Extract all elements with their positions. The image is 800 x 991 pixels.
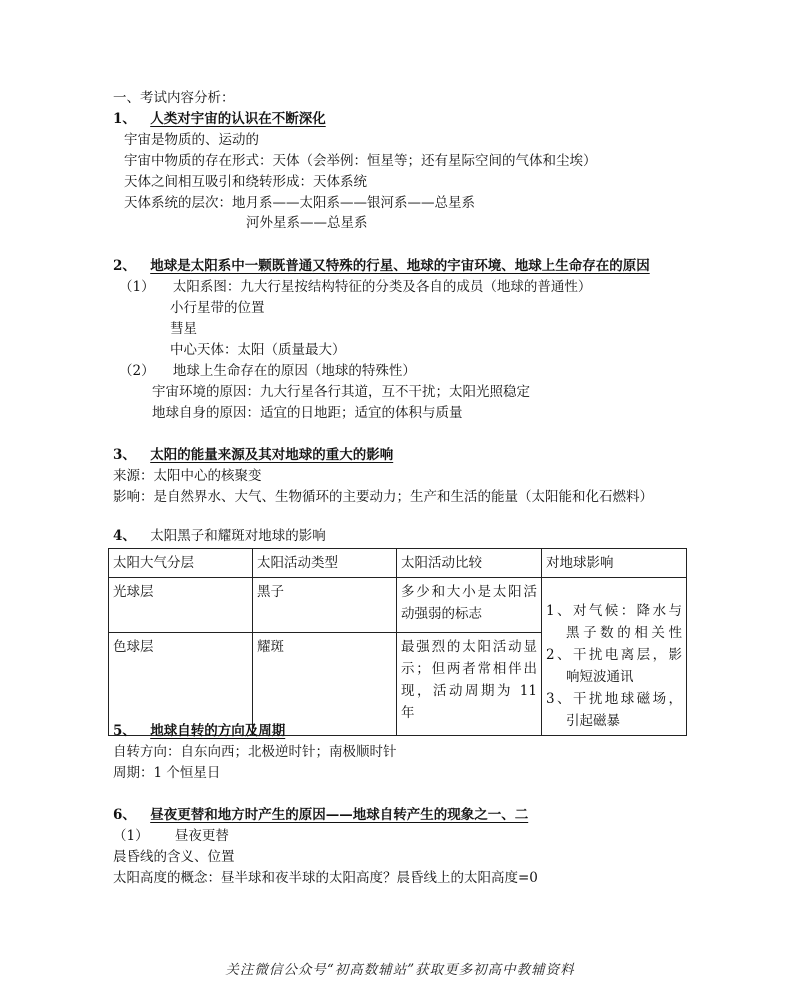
table-cell-type: 耀斑: [253, 633, 397, 736]
s2-p1-line-1: 小行星带的位置: [170, 300, 265, 316]
s2-part-1-mark: （1）: [119, 279, 155, 295]
effect-line: 2、干扰电离层，影: [546, 647, 682, 663]
table-header-cell: 对地球影响: [542, 549, 687, 578]
section-5-heading: [113, 721, 285, 741]
s2-part-1-text: 太阳系图：九大行星按结构特征的分类及各自的成员（地球的普通性）: [172, 279, 592, 295]
table-header-cell: 太阳活动比较: [397, 549, 542, 578]
section-3-heading: [113, 445, 393, 465]
effect-line: 黑子数的相关性: [566, 625, 682, 641]
compare-line: 现，活动周期为 11: [401, 683, 537, 700]
compare-line: 示；但两者常相伴出: [401, 661, 537, 678]
s6-part-1: [113, 826, 229, 846]
section-2-title: 地球是太阳系中一颗既普通又特殊的行星、地球的宇宙环境、地球上生命存在的原因: [150, 258, 650, 274]
s1-line-1: 宇宙是物质的、运动的: [124, 132, 259, 148]
table-cell-compare: [397, 633, 542, 736]
s1-line-4: 天体系统的层次：地月系——太阳系——银河系——总星系: [124, 195, 475, 211]
effect-line: 1、对气候：降水与: [546, 603, 682, 619]
s6-line-2: 太阳高度的概念：昼半球和夜半球的太阳高度？晨昏线上的太阳高度=0: [113, 870, 538, 886]
section-6-title: 昼夜更替和地方时产生的原因——地球自转产生的现象之一、二: [150, 807, 529, 823]
s5-line-2: 周期：1 个恒星日: [113, 765, 221, 781]
s5-line-1: 自转方向：自东向西；北极逆时针；南极顺时针: [113, 744, 397, 760]
table-cell-layer: 色球层: [109, 633, 253, 736]
section-title: 一、考试内容分析：: [113, 90, 235, 106]
section-3-title: 太阳的能量来源及其对地球的重大的影响: [150, 447, 394, 463]
section-4-title: 太阳黑子和耀斑对地球的影响: [150, 528, 326, 544]
section-2-heading: [113, 256, 650, 276]
s2-p1-line-3: 中心天体：太阳（质量最大）: [170, 342, 346, 358]
section-1-title: 人类对宇宙的认识在不断深化: [150, 111, 326, 127]
s3-line-2: 影响：是自然界水、大气、生物循环的主要动力；生产和生活的能量（太阳能和化石燃料）: [113, 489, 653, 505]
effect-line: 3、干扰地球磁场，: [546, 691, 682, 707]
s1-line-3: 天体之间相互吸引和绕转形成：天体系统: [124, 174, 367, 190]
table-cell-type: 黑子: [253, 578, 397, 633]
section-5-number: 5、: [113, 723, 136, 739]
table-cell-compare: [397, 578, 542, 633]
table-cell-effects: [542, 578, 687, 736]
table-header-cell: 太阳活动类型: [253, 549, 397, 578]
s2-p2-line-1: 宇宙环境的原因：九大行星各行其道，互不干扰；太阳光照稳定: [152, 384, 530, 400]
s1-line-5: 河外星系——总星系: [246, 215, 368, 231]
table-header-cell: 太阳大气分层: [109, 549, 253, 578]
s2-p2-line-2: 地球自身的原因：适宜的日地距；适宜的体积与质量: [152, 405, 463, 421]
section-6-number: 6、: [113, 807, 136, 823]
s6-part-1-mark: （1）: [113, 828, 149, 844]
footer-note: 关注微信公众号“初高数辅站”获取更多初高中教辅资料: [225, 962, 575, 978]
s2-part-2: [119, 361, 416, 381]
s6-line-1: 晨昏线的含义、位置: [113, 849, 235, 865]
effect-line: 响短波通讯: [566, 669, 634, 685]
compare-line: 最强烈的太阳活动显: [401, 639, 537, 656]
solar-activity-table: [108, 548, 687, 736]
table-cell-layer: 光球层: [109, 578, 253, 633]
section-1-heading: [113, 109, 326, 129]
s2-part-2-text: 地球上生命存在的原因（地球的特殊性）: [172, 363, 416, 379]
table-header-row: [109, 549, 687, 578]
section-6-heading: [113, 805, 528, 825]
compare-line: 动强弱的标志: [401, 606, 482, 622]
s2-part-2-mark: （2）: [119, 363, 155, 379]
section-4-heading: [113, 526, 326, 546]
effect-line: 引起磁暴: [566, 713, 620, 729]
section-3-number: 3、: [113, 447, 136, 463]
compare-line: 年: [401, 705, 415, 722]
s3-line-1: 来源：太阳中心的核聚变: [113, 468, 262, 484]
table-row: [109, 578, 687, 633]
s2-p1-line-2: 彗星: [170, 321, 197, 337]
section-5-title: 地球自转的方向及周期: [150, 723, 286, 739]
s2-part-1: [119, 277, 591, 297]
s6-part-1-text: 昼夜更替: [174, 828, 229, 844]
section-1-number: 1、: [113, 111, 136, 127]
s1-line-2: 宇宙中物质的存在形式：天体（会举例：恒星等；还有星际空间的气体和尘埃）: [124, 153, 597, 169]
section-2-number: 2、: [113, 258, 136, 274]
compare-line: 多少和大小是太阳活: [401, 584, 537, 600]
section-4-number: 4、: [113, 528, 136, 544]
